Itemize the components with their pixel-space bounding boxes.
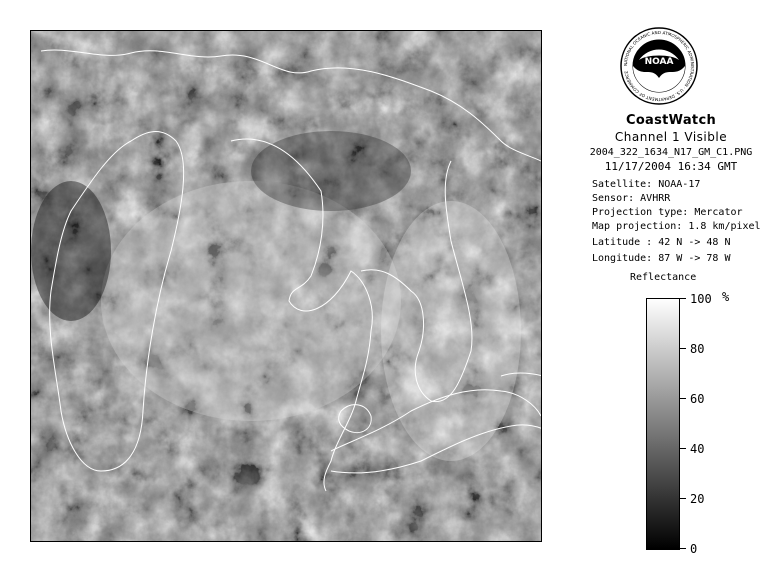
colorbar-tick — [680, 348, 686, 349]
logo-center-text: NOAA — [644, 57, 674, 67]
colorbar-tick-label: 0 — [690, 542, 698, 556]
dark-region-west — [31, 181, 111, 321]
colorbar-tick — [680, 448, 686, 449]
colorbar-tick-label: 100 — [690, 292, 712, 306]
bright-cloud-region — [101, 181, 401, 421]
colorbar-tick — [680, 498, 686, 499]
filename-label: 2004_322_1634_N17_GM_C1.PNG — [589, 147, 753, 158]
colorbar-tick-label: 40 — [690, 442, 705, 456]
colorbar-tick — [680, 298, 686, 299]
projection-type-label: Projection type: Mercator — [592, 207, 743, 218]
colorbar-tick-label: 60 — [690, 392, 705, 406]
satellite-label: Satellite: NOAA-17 — [592, 179, 701, 190]
noaa-logo — [619, 26, 699, 106]
longitude-label: Longitude: 87 W -> 78 W — [592, 253, 731, 264]
colorbar-tick-label: 20 — [690, 492, 705, 506]
reflectance-colorbar — [646, 298, 680, 550]
sensor-label: Sensor: AVHRR — [592, 193, 671, 204]
satellite-image — [30, 30, 542, 542]
map-projection-label: Map projection: 1.8 km/pixel — [592, 221, 761, 232]
latitude-label: Latitude : 42 N -> 48 N — [592, 237, 731, 248]
legend-unit: % — [722, 290, 730, 304]
page-title: CoastWatch — [625, 113, 717, 128]
colorbar-tick-label: 80 — [690, 342, 705, 356]
datetime-label: 11/17/2004 16:34 GMT — [604, 160, 738, 173]
logo-ring-text: NATIONAL OCEANIC AND ATMOSPHERIC ADMINISTRATION · U.S. DEPARTMENT OF COMMERCE — [622, 29, 696, 103]
dark-region-north — [251, 131, 411, 211]
legend-title: Reflectance — [630, 272, 697, 283]
channel-subtitle: Channel 1 Visible — [614, 130, 728, 144]
colorbar-tick — [680, 548, 686, 549]
colorbar-tick — [680, 398, 686, 399]
